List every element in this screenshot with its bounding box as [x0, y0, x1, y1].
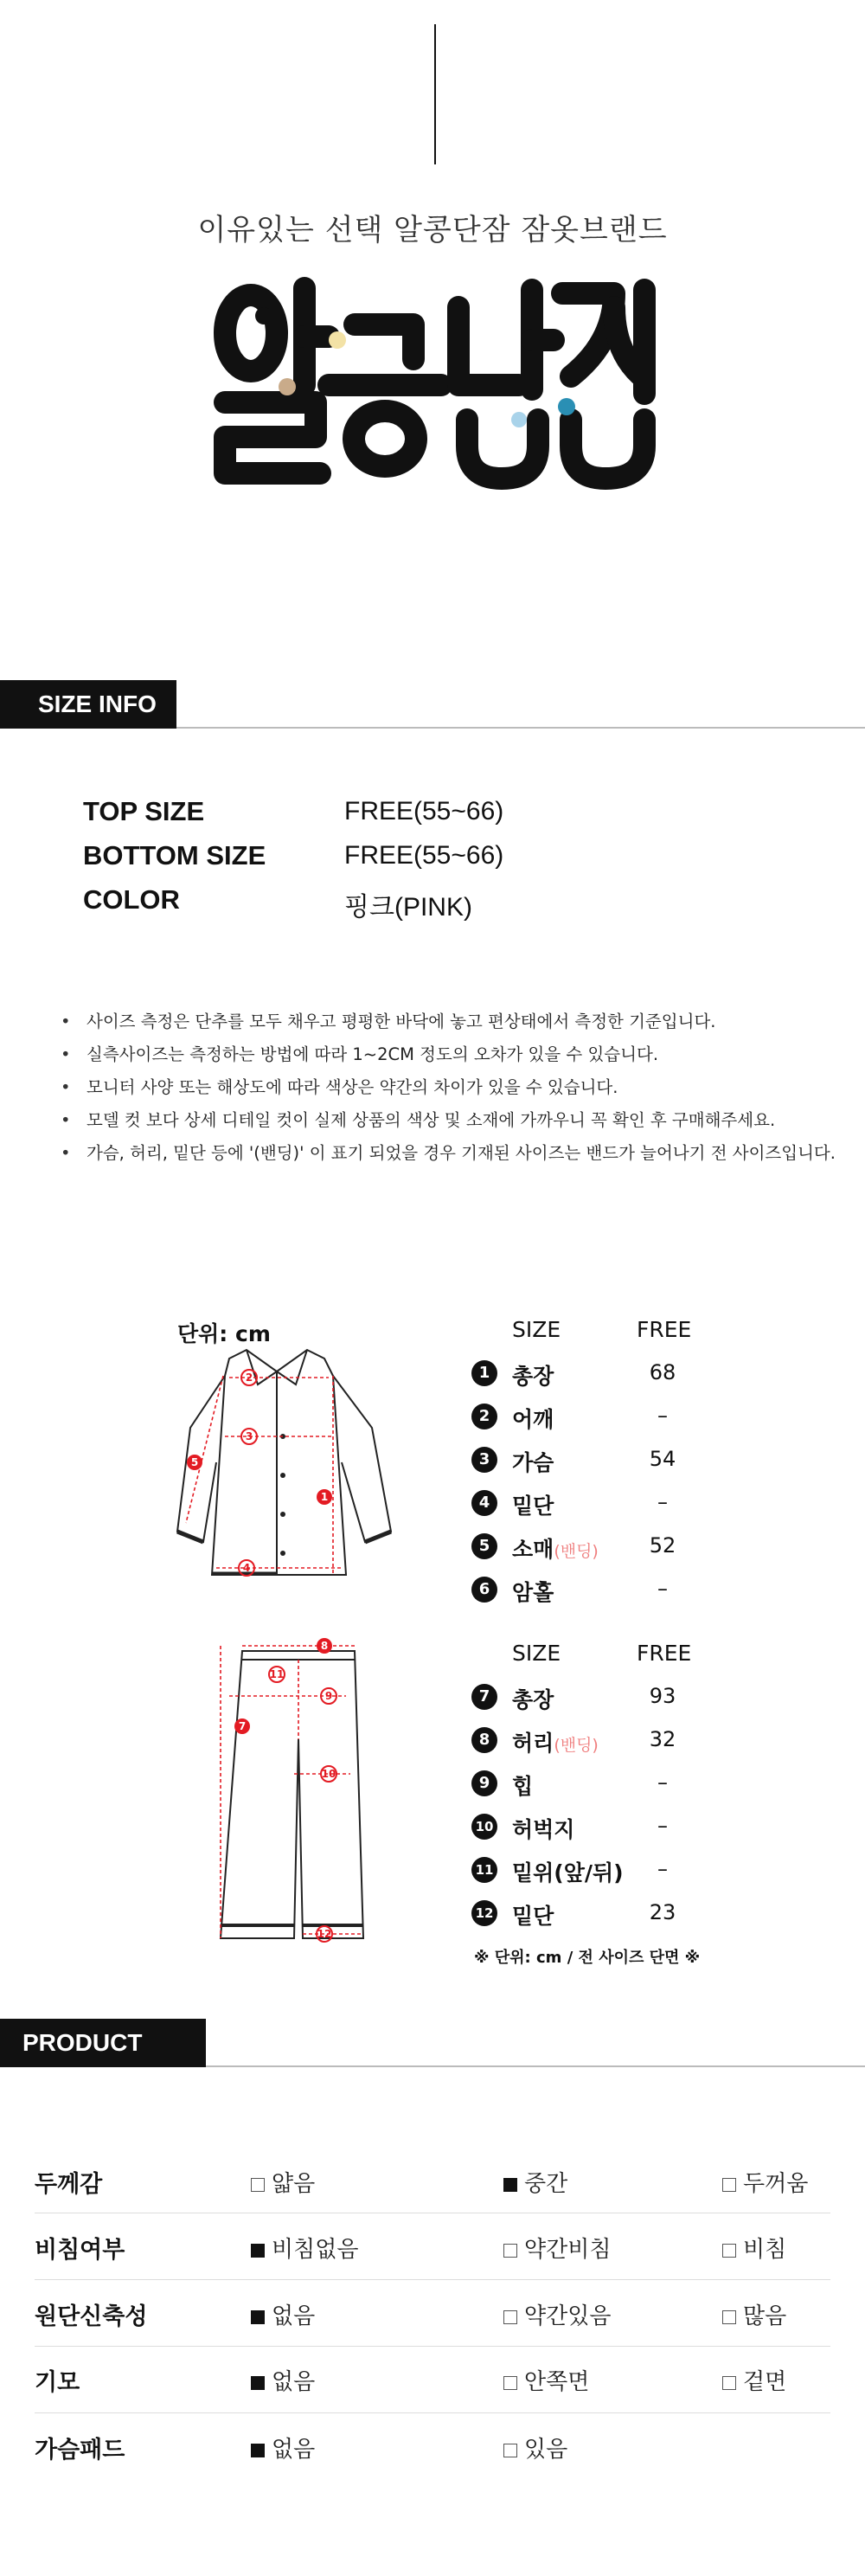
banding-note: (밴딩): [554, 1542, 599, 1561]
option-text: 약간있음: [524, 2303, 612, 2329]
size-note: • 모델 컷 보다 상세 디테일 컷이 실제 상품의 색상 및 소재에 가까우니 꼭 확인 후 구매해주세요.: [61, 1104, 839, 1137]
logo-dot-yellow: [329, 331, 346, 349]
bottom-row-value: –: [657, 1770, 668, 1795]
size-notes-list: [61, 1005, 839, 1170]
product-info-option: [251, 2364, 315, 2396]
bottom-row-label: 총장: [512, 1687, 554, 1712]
top-row-label: 어깨: [512, 1407, 554, 1432]
top-row-value: 52: [649, 1533, 676, 1558]
checkbox-empty: [722, 2310, 736, 2324]
bottom-col-free: FREE: [637, 1641, 692, 1666]
product-info-option: [503, 2166, 567, 2198]
top-col-free: FREE: [637, 1317, 692, 1342]
product-info-option: [503, 2298, 611, 2330]
logo-dot-lightblue: [511, 412, 527, 427]
checkbox-checked: [251, 2244, 265, 2258]
product-info-option: [251, 2166, 315, 2198]
size-note: • 가슴, 허리, 밑단 등에 '(밴딩)' 이 표기 되었을 경우 기재된 사이즈는 밴드가 늘어나기 전 사이즈입니다.: [61, 1137, 839, 1170]
option-text: 얇음: [272, 2171, 316, 2197]
product-info-option: [251, 2431, 315, 2464]
top-row-label: 암홀: [512, 1580, 554, 1605]
top-row-number: 2: [471, 1404, 497, 1429]
checkbox-empty: [503, 2244, 517, 2258]
product-info-option: [251, 2232, 358, 2264]
row-divider: [35, 2346, 830, 2347]
svg-text:11: 11: [269, 1668, 285, 1680]
bottom-row-value: –: [657, 1814, 668, 1838]
row-divider: [35, 2279, 830, 2280]
checkbox-checked: [503, 2178, 517, 2192]
product-info-option: [722, 2298, 786, 2330]
spec-value-top-size: FREE(55~66): [344, 797, 504, 825]
top-row-number: 5: [471, 1533, 497, 1559]
svg-text:3: 3: [245, 1430, 253, 1442]
checkbox-checked: [251, 2376, 265, 2390]
top-row-value: –: [657, 1577, 668, 1601]
option-text: 없음: [272, 2369, 316, 2395]
logo-dot-blue: [558, 398, 575, 415]
svg-text:2: 2: [245, 1372, 253, 1384]
product-info-option: [503, 2431, 567, 2464]
size-note: • 실측사이즈는 측정하는 방법에 따라 1~2CM 정도의 오차가 있을 수 있습니다.: [61, 1038, 839, 1071]
top-row-label: 소매: [512, 1537, 554, 1562]
svg-text:1: 1: [320, 1491, 329, 1503]
row-divider: [35, 2412, 830, 2413]
top-col-size: SIZE: [512, 1317, 561, 1342]
top-row-number: 4: [471, 1490, 497, 1516]
top-row-value: 54: [649, 1447, 676, 1471]
top-row-label-wrap: [512, 1532, 599, 1564]
option-text: 비침없음: [272, 2237, 359, 2263]
bottom-row-number: 11: [471, 1857, 497, 1883]
bottom-measure-diagram: [208, 1635, 381, 1956]
top-row-value: –: [657, 1490, 668, 1514]
bottom-row-label: 밑위(앞/뒤): [512, 1860, 624, 1885]
checkbox-empty: [251, 2178, 265, 2192]
bottom-row-number: 10: [471, 1814, 497, 1840]
svg-text:4: 4: [242, 1562, 251, 1574]
bottom-row-value: 23: [649, 1900, 676, 1924]
option-text: 없음: [272, 2437, 316, 2463]
measure-footnote: ※ 단위: cm / 전 사이즈 단면 ※: [474, 1949, 701, 1967]
option-text: 중간: [524, 2171, 568, 2197]
bottom-row-label: 밑단: [512, 1904, 554, 1929]
checkbox-checked: [251, 2310, 265, 2324]
size-note: • 모니터 사양 또는 해상도에 따라 색상은 약간의 차이가 있을 수 있습니다.: [61, 1071, 839, 1104]
svg-text:8: 8: [320, 1640, 329, 1652]
spec-value-bottom-size: FREE(55~66): [344, 841, 504, 870]
size-info-title: SIZE INFO: [0, 680, 176, 729]
product-info-title: PRODUCT INFO: [0, 2019, 206, 2067]
svg-text:5: 5: [190, 1456, 199, 1468]
product-info-option: [503, 2232, 611, 2264]
product-info-option: [251, 2298, 315, 2330]
product-info-label: 기모: [35, 2369, 80, 2396]
product-info-option: [503, 2364, 589, 2396]
checkbox-empty: [722, 2376, 736, 2390]
product-info-option: [722, 2364, 786, 2396]
svg-text:10: 10: [321, 1768, 336, 1780]
spec-label-bottom-size: BOTTOM SIZE: [83, 840, 266, 870]
option-text: 겉면: [743, 2369, 787, 2395]
product-info-label: 원단신축성: [35, 2303, 148, 2330]
product-info-option: [722, 2232, 786, 2264]
spec-label-top-size: TOP SIZE: [83, 796, 205, 826]
top-measure-diagram: [164, 1341, 415, 1601]
checkbox-checked: [251, 2444, 265, 2457]
bottom-row-label: 허리: [512, 1731, 554, 1756]
bottom-row-label-wrap: [512, 1726, 599, 1757]
top-row-number: 3: [471, 1447, 497, 1473]
option-text: 안쪽면: [524, 2369, 590, 2395]
bottom-row-number: 8: [471, 1727, 497, 1753]
bottom-row-value: 93: [649, 1684, 676, 1708]
top-row-value: –: [657, 1404, 668, 1428]
checkbox-empty: [722, 2244, 736, 2258]
product-info-label: 두께감: [35, 2171, 103, 2198]
checkbox-empty: [722, 2178, 736, 2192]
checkbox-empty: [503, 2376, 517, 2390]
bottom-col-size: SIZE: [512, 1641, 561, 1666]
bottom-row-label: 힙: [512, 1774, 534, 1799]
size-note: • 사이즈 측정은 단추를 모두 채우고 평평한 바닥에 놓고 편상태에서 측정한 기준입니다.: [61, 1005, 839, 1038]
bottom-row-number: 12: [471, 1900, 497, 1926]
option-text: 두꺼움: [743, 2171, 809, 2197]
top-row-value: 68: [649, 1360, 676, 1384]
bottom-row-label: 허벅지: [512, 1817, 575, 1842]
svg-text:9: 9: [324, 1690, 333, 1702]
bottom-row-value: –: [657, 1857, 668, 1881]
svg-text:7: 7: [238, 1720, 247, 1732]
spec-label-color: COLOR: [83, 884, 180, 915]
option-text: 약간비침: [524, 2237, 612, 2263]
brand-logo: [208, 273, 657, 498]
top-row-number: 1: [471, 1360, 497, 1386]
unit-label: 단위: cm: [177, 1321, 271, 1346]
product-info-label: 비침여부: [35, 2237, 125, 2264]
brand-tagline: 이유있는 선택 알콩단잠 잠옷브랜드: [197, 213, 668, 247]
checkbox-empty: [503, 2444, 517, 2457]
bottom-row-number: 9: [471, 1770, 497, 1796]
checkbox-empty: [503, 2310, 517, 2324]
top-row-number: 6: [471, 1577, 497, 1603]
option-text: 없음: [272, 2303, 316, 2329]
banding-note: (밴딩): [554, 1736, 599, 1755]
option-text: 많음: [743, 2303, 787, 2329]
header-divider-line: [434, 24, 436, 164]
top-row-label: 밑단: [512, 1494, 554, 1519]
bottom-row-value: 32: [649, 1727, 676, 1751]
logo-dot-beige: [279, 378, 296, 395]
spec-value-color: 핑크(PINK): [344, 893, 472, 922]
top-row-label: 총장: [512, 1364, 554, 1389]
svg-text:12: 12: [317, 1928, 332, 1940]
product-info-option: [722, 2166, 808, 2198]
option-text: 있음: [524, 2437, 568, 2463]
option-text: 비침: [743, 2237, 787, 2263]
bottom-row-number: 7: [471, 1684, 497, 1710]
product-info-label: 가슴패드: [35, 2437, 125, 2464]
top-row-label: 가슴: [512, 1450, 554, 1475]
